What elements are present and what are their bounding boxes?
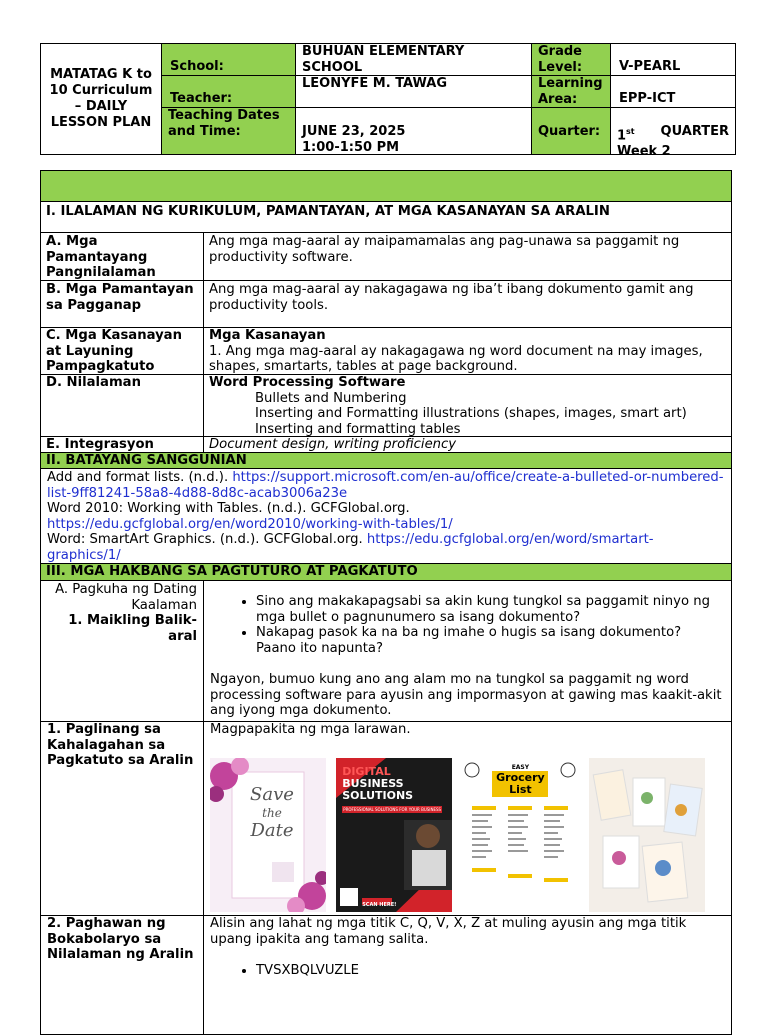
biz-line-3: SOLUTIONS (342, 789, 414, 802)
teacher-value-text: LEONYFE M. TAWAG (302, 76, 448, 91)
plan-title-box (40, 43, 162, 155)
s3-p1-content (203, 721, 732, 916)
s1-c-label: C. Mga Kasanayan at Layuning Pampagkatuto (40, 327, 204, 375)
s1-e-text: Document design, writing proficiency (203, 436, 732, 453)
s1-d-item: Bullets and Numbering (255, 390, 407, 406)
s3-a-label: A. Pagkuha ng Dating Kaalaman (55, 582, 197, 613)
area-label-text: Learning Area: (538, 76, 603, 107)
section1-header (40, 201, 732, 233)
header-grid (40, 43, 736, 160)
teacher-value-box (295, 75, 532, 108)
ref3-text: Word: SmartArt Graphics. (n.d.). GCFGlobal.org. (47, 532, 367, 547)
section3-title: III. MGA HAKBANG SA PAGTUTURO AT PAGKATUTO (46, 564, 418, 579)
references-cell (40, 468, 732, 564)
s3-a-paragraph: Ngayon, bumuo kung ano ang alam mo na tungkol sa paggamit ng word processing software para ayusin ang impormasyon at gawing mas kaakit-akit ang iyong mga dokumento. (210, 672, 722, 718)
s1-c-cell (203, 327, 732, 375)
section1-title: I. ILALAMAN NG KURIKULUM, PAMANTAYAN, AT MGA KASANAYAN SA ARALIN (46, 204, 610, 219)
s3-p2-text: Alisin ang lahat ng mga titik C, Q, V, X, Z at muling ayusin ang mga titik upang ipakita ang tamang salita. (210, 916, 687, 947)
s3-p2-content (203, 915, 732, 1035)
save-line-1: Save (250, 784, 294, 805)
s3-p2-label: 2. Paghawan ng Bokabolaryo sa Nilalaman ng Aralin (40, 915, 204, 1035)
s3-a-bullet: • Sino ang makakapagsabi sa akin kung tungkol sa paggamit ninyo ng mga bullet o pagnunumero sa isang dokumento? (256, 594, 725, 625)
biz-line-2: BUSINESS (342, 777, 404, 790)
dates-value-text: JUNE 23, 2025 (302, 124, 406, 139)
s3-a-label-cell (40, 580, 204, 722)
time-value-text: 1:00-1:50 PM (302, 140, 400, 155)
area-value-text: EPP-ICT (619, 91, 676, 106)
s1-d-cell (203, 374, 732, 437)
ref2-text: Word 2010: Working with Tables. (n.d.). GCFGlobal.org. (47, 501, 410, 516)
school-label-text: School: (170, 59, 224, 74)
save-the-date-image (210, 758, 326, 912)
quarter-label-box (531, 107, 611, 155)
area-label-box (531, 75, 611, 108)
s1-d-item: Inserting and Formatting illustrations (shapes, images, smart art) (255, 406, 687, 421)
business-flyer-image (336, 758, 452, 912)
s3-a-bullet: • Nakapag pasok ka na ba ng imahe o hugis sa isang dokumento? Paano ito napunta? (256, 625, 725, 656)
area-value-box (610, 75, 736, 108)
s1-e-label: E. Integrasyon (40, 436, 204, 453)
dates-label-text: Teaching Dates and Time: (168, 108, 280, 139)
s3-p2-bullet: • TVSXBQLVUZLE (256, 963, 725, 979)
s1-a-label: A. Mga Pamantayang Pangnilalaman (40, 232, 204, 281)
s1-c-text: 1. Ang mga mag-aaral ay nakagagawa ng word document na may images, shapes, smartarts, tables at page background. (209, 343, 703, 374)
lesson-body (40, 170, 732, 1024)
biz-scan: SCAN HERE! (362, 902, 397, 908)
s3-a-sub: 1. Maikling Balik-aral (68, 613, 197, 644)
biz-sub: PROFESSIONAL SOLUTIONS FOR YOUR BUSINESS (343, 807, 442, 812)
ref1-text: Add and format lists. (n.d.). (47, 470, 233, 485)
dates-label-box (161, 107, 296, 155)
s1-d-label: D. Nilalaman (40, 374, 204, 437)
quarter-word: QUARTER (660, 124, 729, 139)
ref3-link[interactable]: https://edu.gcfglobal.org/en/word/smartart-graphics/1/ (47, 532, 654, 563)
s1-b-label: B. Mga Pamantayan sa Pagganap (40, 280, 204, 328)
s1-a-text: Ang mga mag-aaral ay maipamamalas ang pag-unawa sa paggamit ng productivity software. (203, 232, 732, 281)
s3-p1-text: Magpapakita ng mga larawan. (210, 722, 411, 737)
s3-p1-label: 1. Paglinang sa Kahalagahan sa Pagkatuto sa Aralin (40, 721, 204, 916)
ref1-link[interactable]: https://support.microsoft.com/en-au/office/create-a-bulleted-or-numbered-list-9ff81241-58a8-4d88-8d8c-acab3006a23e (47, 470, 724, 501)
ref2-link[interactable]: https://edu.gcfglobal.org/en/word2010/working-with-tables/1/ (47, 516, 453, 532)
quarter-sup: st (626, 127, 635, 136)
s1-c-heading: Mga Kasanayan (209, 328, 326, 343)
dates-value-box (295, 107, 532, 155)
s1-b-text: Ang mga mag-aaral ay nakagagawa ng iba’t ibang dokumento gamit ang productivity tools. (203, 280, 732, 328)
grade-label-box (531, 43, 611, 76)
biz-line-1: DIGITAL (342, 765, 391, 778)
section2-title: II. BATAYANG SANGGUNIAN (46, 453, 247, 468)
quarter-label-text: Quarter: (538, 124, 601, 139)
s3-a-content (203, 580, 732, 722)
green-title-bar (40, 170, 732, 202)
s3-a-bullets (210, 594, 725, 656)
brochure-art (589, 758, 705, 912)
teacher-label-text: Teacher: (170, 91, 233, 106)
week-value-text: Week 2 (617, 144, 671, 160)
school-label-box (161, 43, 296, 76)
section2-header (40, 452, 732, 469)
image-strip (210, 758, 730, 914)
grade-value-text: V-PEARL (619, 59, 681, 74)
grade-value-box (610, 43, 736, 76)
teacher-label-box (161, 75, 296, 108)
grocery-title: Grocery List (492, 771, 548, 797)
plan-title-text: MATATAG K to 10 Curriculum – DAILY LESSON PLAN (49, 67, 153, 130)
save-line-3: Date (250, 820, 294, 841)
grocery-list-image (462, 758, 578, 912)
s3-p2-bullets (210, 963, 725, 979)
grade-label-text: Grade Level: (538, 44, 583, 75)
brochure-image (589, 758, 705, 912)
school-value-box (295, 43, 532, 76)
grocery-small: EASY (511, 764, 530, 771)
quarter-number: 1 (617, 128, 627, 144)
save-line-2: the (262, 806, 282, 820)
s1-d-heading: Word Processing Software (209, 375, 406, 390)
section3-header (40, 563, 732, 581)
school-value-text: BUHUAN ELEMENTARY SCHOOL (302, 44, 465, 75)
quarter-value-box (610, 107, 736, 160)
s1-d-item: Inserting and formatting tables (255, 421, 461, 437)
